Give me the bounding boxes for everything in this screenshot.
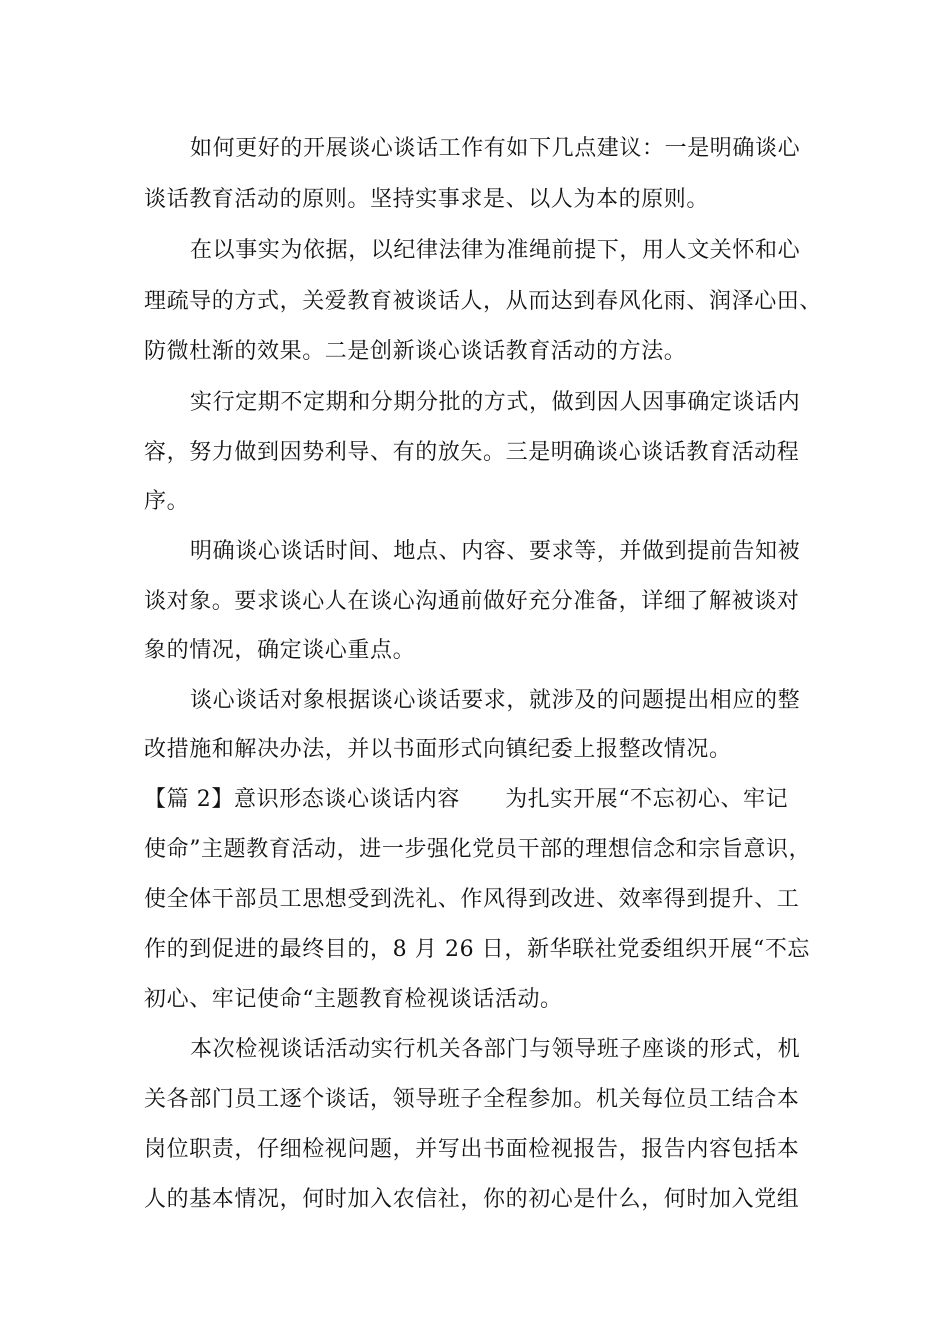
text-line: 本次检视谈话活动实行机关各部门与领导班子座谈的形式，机 xyxy=(190,1037,801,1062)
text-line: 改措施和解决办法，并以书面形式向镇纪委上报整改情况。 xyxy=(144,737,732,762)
text-line: 人的基本情况，何时加入农信社，你的初心是什么，何时加入党组 xyxy=(144,1187,800,1212)
text-line: 谈心谈话对象根据谈心谈话要求，就涉及的问题提出相应的整 xyxy=(190,688,801,713)
text-line: 在以事实为依据，以纪律法律为准绳前提下，用人文关怀和心 xyxy=(190,238,801,263)
text-line: 初心、牢记使命“主题教育检视谈话活动。 xyxy=(144,987,563,1012)
text-line: 作的到促进的最终目的，8 月 26 日，新华联社党委组织开展“不忘 xyxy=(144,937,811,962)
text-line: 象的情况，确定谈心重点。 xyxy=(144,638,416,663)
section-heading-line: 【篇 2】意识形态谈心谈话内容 为扎实开展“不忘初心、牢记 xyxy=(144,787,789,812)
text-line: 岗位职责，仔细检视问题，并写出书面检视报告，报告内容包括本 xyxy=(144,1137,800,1162)
text-line: 容，努力做到因势利导、有的放矢。三是明确谈心谈话教育活动程 xyxy=(144,440,800,465)
text-line: 关各部门员工逐个谈话，领导班子全程参加。机关每位员工结合本 xyxy=(144,1087,800,1112)
text-line: 序。 xyxy=(144,489,190,514)
text-line: 使全体干部员工思想受到洗礼、作风得到改进、效率得到提升、工 xyxy=(144,887,800,912)
text-line: 如何更好的开展谈心谈话工作有如下几点建议：一是明确谈心 xyxy=(190,136,801,161)
text-line: 实行定期不定期和分期分批的方式，做到因人因事确定谈话内 xyxy=(190,390,801,415)
text-line: 理疏导的方式，关爱教育被谈话人，从而达到春风化雨、润泽心田、 xyxy=(144,289,823,314)
text-line: 谈对象。要求谈心人在谈心沟通前做好充分准备，详细了解被谈对 xyxy=(144,589,800,614)
text-line: 谈话教育活动的原则。坚持实事求是、以人为本的原则。 xyxy=(144,187,710,212)
text-line: 明确谈心谈话时间、地点、内容、要求等，并做到提前告知被 xyxy=(190,539,801,564)
text-line: 使命”主题教育活动，进一步强化党员干部的理想信念和宗旨意识， xyxy=(144,837,812,862)
text-line: 防微杜渐的效果。二是创新谈心谈话教育活动的方法。 xyxy=(144,339,687,364)
